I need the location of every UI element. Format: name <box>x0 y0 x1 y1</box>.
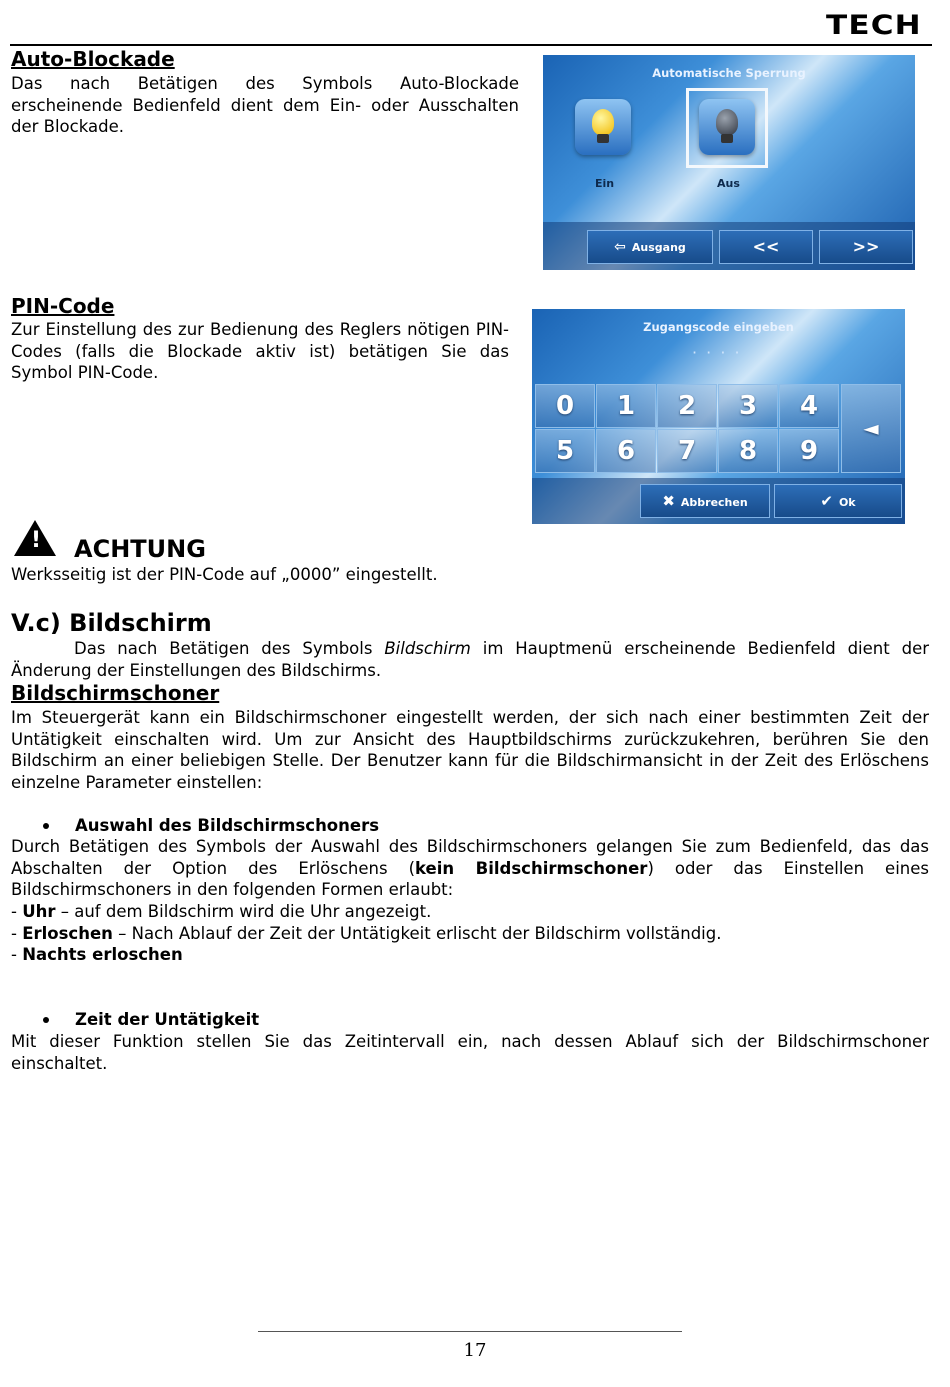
item1-text: Durch Betätigen des Symbols der Auswahl des Bildschirmschoners gelangen Sie zum Bedienfeld, das das Abschalten der Option des Erlöschens (kein Bildschirmschoner) oder das Einstellen eines Bildschirmschoners in den folgenden Formen erlaubt: <box>11 837 929 899</box>
check-icon: ✔ <box>820 492 833 510</box>
pin-heading: PIN-Code <box>11 294 115 318</box>
key-5[interactable]: 5 <box>535 429 595 473</box>
cancel-button[interactable]: ✖ Abbrechen <box>640 484 770 518</box>
option-nachts: - Nachts erloschen <box>11 945 183 964</box>
bullet-1 <box>43 823 49 829</box>
exit-button[interactable]: ⇦ Ausgang <box>587 230 713 264</box>
lock-on-button[interactable] <box>575 99 631 155</box>
backspace-key[interactable]: ◄ <box>841 384 901 473</box>
warning-icon: ! <box>14 520 56 556</box>
section-intro: Das nach Betätigen des Symbols Bildschirm im Hauptmenü erscheinende Bedienfeld dient der Änderung der Einstellungen des Bildschirms. <box>11 639 929 680</box>
key-2[interactable]: 2 <box>657 384 717 428</box>
page-number: 17 <box>463 1340 487 1361</box>
key-4[interactable]: 4 <box>779 384 839 428</box>
key-1[interactable]: 1 <box>596 384 656 428</box>
lock-off-button[interactable] <box>699 99 755 155</box>
prev-button[interactable]: << <box>719 230 813 264</box>
pin-button-bar <box>532 478 905 524</box>
footer-rule <box>258 1331 682 1332</box>
next-button[interactable]: >> <box>819 230 913 264</box>
warning-title: ACHTUNG <box>74 535 206 563</box>
pin-screen <box>532 309 905 524</box>
saver-heading: Bildschirmschoner <box>11 681 220 705</box>
item2-text: Mit dieser Funktion stellen Sie das Zeitintervall ein, nach dessen Ablauf sich der Bildschirmschoner einschaltet. <box>11 1032 929 1073</box>
item2-title: Zeit der Untätigkeit <box>75 1010 260 1029</box>
autoblock-screen <box>543 55 915 270</box>
autoblock-text: Das nach Betätigen des Symbols Auto-Blockade erscheinende Bedienfeld dient dem Ein- oder Ausschalten der Blockade. <box>11 74 519 136</box>
autoblock-screen-title: Automatische Sperrung <box>652 66 806 80</box>
item1-title: Auswahl des Bildschirmschoners <box>75 816 380 835</box>
section-heading: V.c) Bildschirm <box>11 609 212 637</box>
option-erloschen: - Erloschen – Nach Ablauf der Zeit der Untätigkeit erlischt der Bildschirm vollständig. <box>11 924 722 943</box>
autoblock-heading: Auto-Blockade <box>11 47 175 71</box>
pin-input-dots: · · · · <box>692 343 742 362</box>
key-0[interactable]: 0 <box>535 384 595 428</box>
lock-off-label: Aus <box>717 177 740 190</box>
saver-text: Im Steuergerät kann ein Bildschirmschoner eingestellt werden, der sich nach einer bestimmten Zeit der Untätigkeit einschalten wird. Um zur Ansicht des Hauptbildschirms zurückzukehren, berühren Sie den Bildschirm an einer beliebigen Stelle. Der Benutzer kann für die Bildschirmansicht in der Zeit des Erlöschens einzelne Parameter einstellen: <box>11 708 929 792</box>
key-7[interactable]: 7 <box>657 429 717 473</box>
bulb-off-icon <box>716 109 738 135</box>
autoblock-button-bar <box>543 222 915 270</box>
warning-text: Werksseitig ist der PIN-Code auf „0000” eingestellt. <box>11 565 438 584</box>
key-6[interactable]: 6 <box>596 429 656 473</box>
pin-screen-title: Zugangscode eingeben <box>643 320 794 334</box>
lock-on-label: Ein <box>595 177 615 190</box>
tech-logo: TECH <box>826 10 922 41</box>
bullet-2 <box>43 1017 49 1023</box>
exit-icon: ⇦ <box>614 239 626 255</box>
header-rule <box>10 44 932 46</box>
key-8[interactable]: 8 <box>718 429 778 473</box>
option-uhr: - Uhr – auf dem Bildschirm wird die Uhr angezeigt. <box>11 902 432 921</box>
key-9[interactable]: 9 <box>779 429 839 473</box>
ok-button[interactable]: ✔ Ok <box>774 484 902 518</box>
key-3[interactable]: 3 <box>718 384 778 428</box>
pin-text: Zur Einstellung des zur Bedienung des Reglers nötigen PIN-Codes (falls die Blockade aktiv ist) betätigen Sie das Symbol PIN-Code. <box>11 320 509 382</box>
bulb-on-icon <box>592 109 614 135</box>
cancel-icon: ✖ <box>662 492 675 510</box>
